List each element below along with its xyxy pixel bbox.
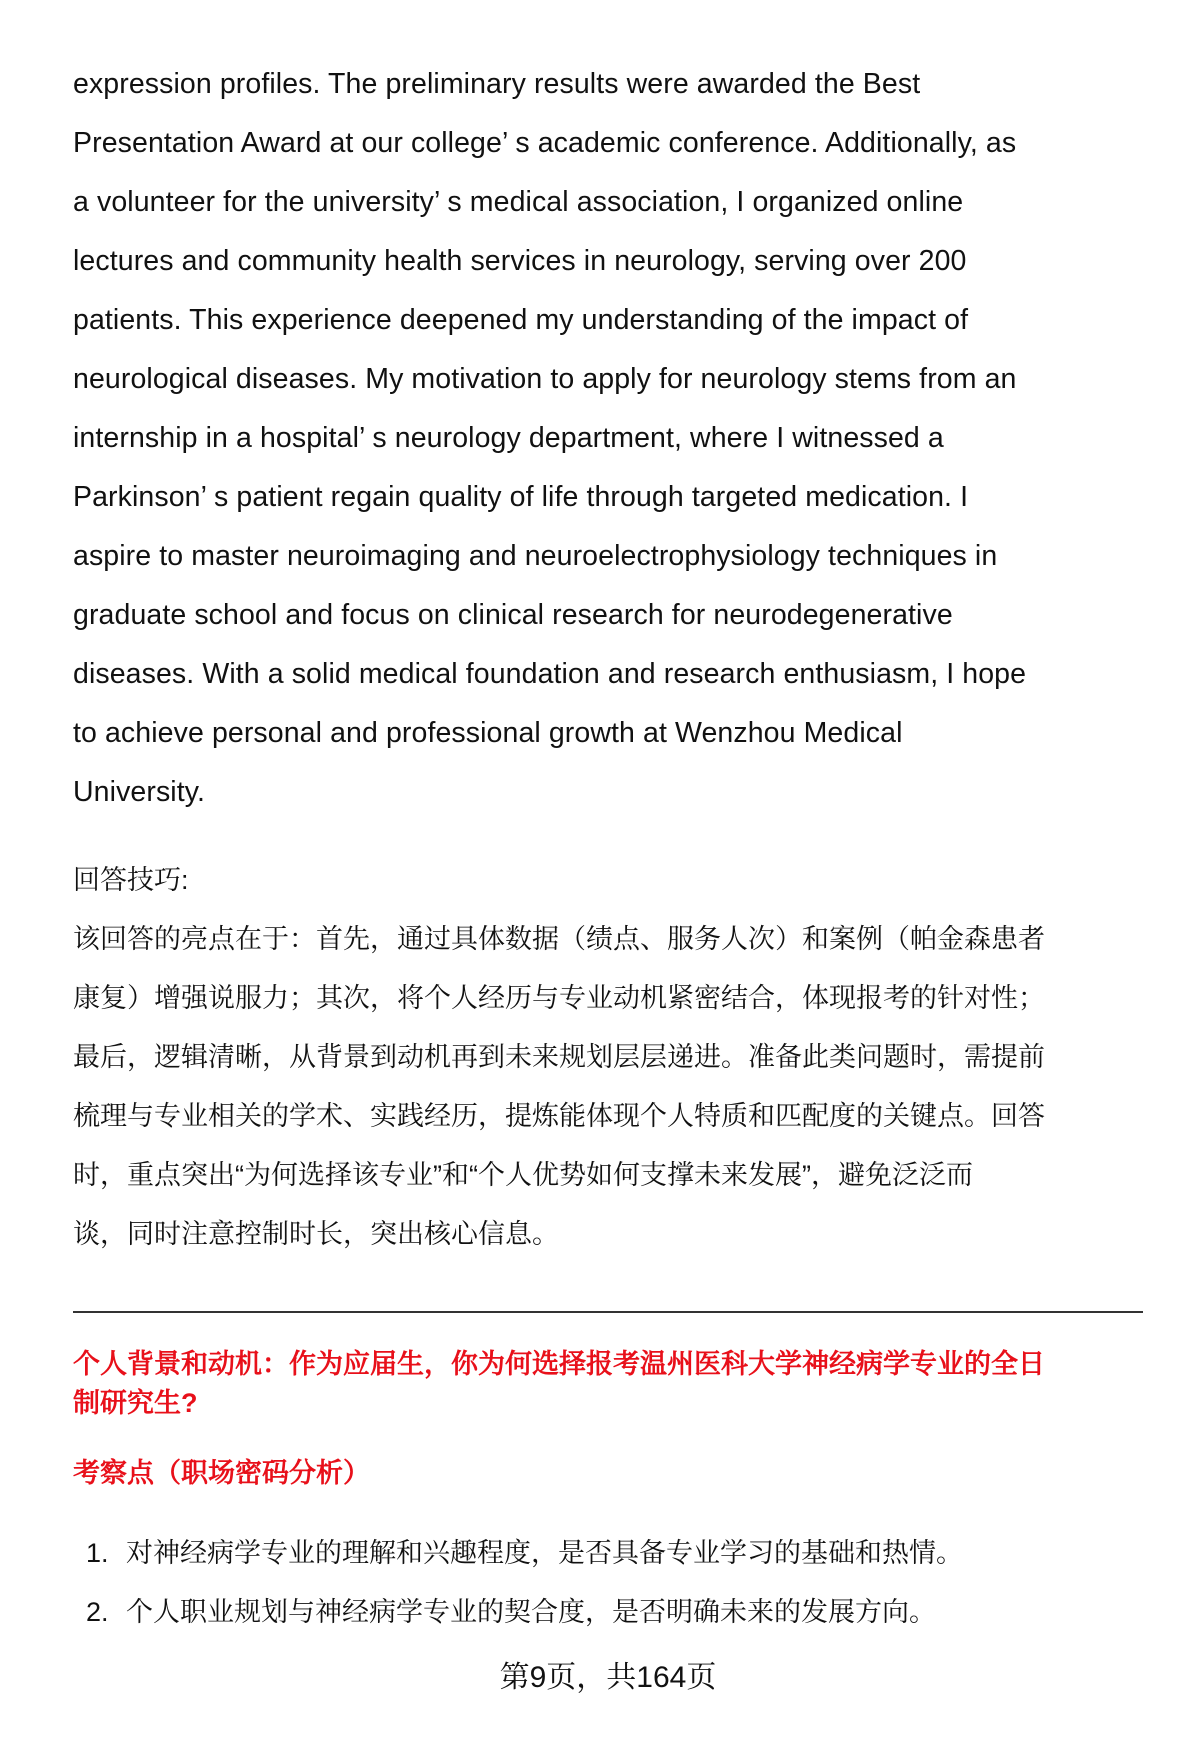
list-item <box>86 1594 936 1630</box>
tips-line: 该回答的亮点在于：首先，通过具体数据（绩点、服务人次）和案例（帕金森患者 <box>73 924 1045 954</box>
answer-line: Presentation Award at our college’ s academic conference. Additionally, as <box>73 127 1017 159</box>
answer-line: diseases. With a solid medical foundation and research enthusiasm, I hope <box>73 658 1027 690</box>
answer-line: lectures and community health services in neurology, serving over 200 <box>73 245 967 277</box>
tips-line: 最后，逻辑清晰，从背景到动机再到未来规划层层递进。准备此类问题时，需提前 <box>73 1042 1045 1072</box>
answer-line: a volunteer for the university’ s medical association, I organized online <box>73 186 964 218</box>
section-divider <box>73 1311 1143 1313</box>
tips-line: 康复）增强说服力；其次，将个人经历与专业动机紧密结合，体现报考的针对性； <box>73 983 1045 1013</box>
tips-line: 时，重点突出“为何选择该专业”和“个人优势如何支撑未来发展”，避免泛泛而 <box>73 1160 973 1190</box>
list-number: 1. <box>86 1538 109 1568</box>
answer-line: Parkinson’ s patient regain quality of life through targeted medication. I <box>73 481 969 513</box>
tips-label: 回答技巧: <box>73 865 189 895</box>
tips-line: 梳理与专业相关的学术、实践经历，提炼能体现个人特质和匹配度的关键点。回答 <box>73 1101 1045 1131</box>
answer-line: patients. This experience deepened my understanding of the impact of <box>73 304 969 336</box>
tips-line: 谈，同时注意控制时长，突出核心信息。 <box>73 1219 559 1249</box>
list-text: 个人职业规划与神经病学专业的契合度，是否明确未来的发展方向。 <box>126 1597 936 1627</box>
answer-line: neurological diseases. My motivation to apply for neurology stems from an <box>73 363 1017 395</box>
question-line: 制研究生? <box>73 1388 198 1418</box>
answer-line: to achieve personal and professional growth at Wenzhou Medical <box>73 717 903 749</box>
page-number: 第9页，共164页 <box>499 1661 717 1694</box>
list-number: 2. <box>86 1597 109 1627</box>
answer-line: University. <box>73 776 206 808</box>
answer-line: graduate school and focus on clinical research for neurodegenerative <box>73 599 953 631</box>
question-line: 个人背景和动机：作为应届生，你为何选择报考温州医科大学神经病学专业的全日 <box>73 1349 1045 1379</box>
answer-line: internship in a hospital’ s neurology department, where I witnessed a <box>73 422 944 454</box>
list-text: 对神经病学专业的理解和兴趣程度，是否具备专业学习的基础和热情。 <box>126 1538 963 1568</box>
answer-line: aspire to master neuroimaging and neuroelectrophysiology techniques in <box>73 540 998 572</box>
focus-heading: 考察点（职场密码分析） <box>73 1458 370 1488</box>
answer-line: expression profiles. The preliminary results were awarded the Best <box>73 68 921 100</box>
list-item <box>86 1535 963 1571</box>
